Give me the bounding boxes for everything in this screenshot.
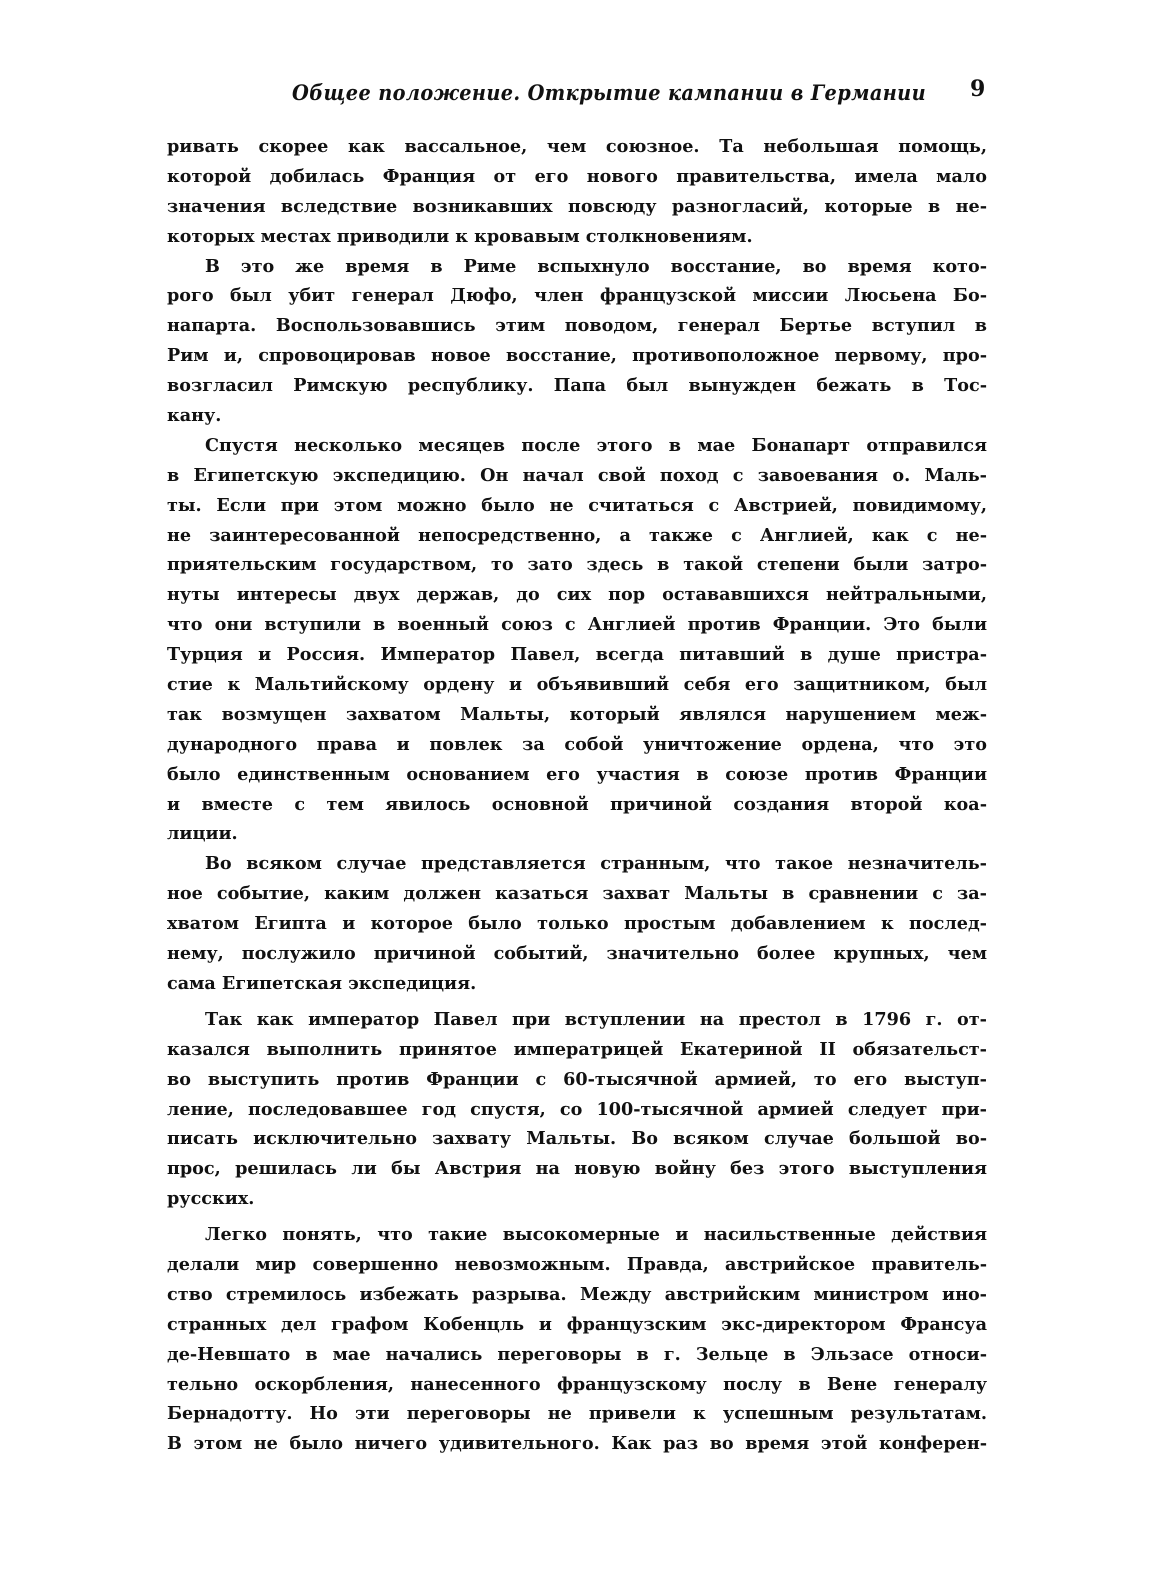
- text-line: де-Невшато в мае начались переговоры в г. Зельце в Эльзасе относи-: [167, 1343, 987, 1365]
- text-line: Легко понять, что такие высокомерные и насильственные действия: [205, 1224, 987, 1246]
- text-line: В этом не было ничего удивительного. Как раз во время этой конферен-: [167, 1433, 987, 1455]
- text-line: во выступить против Франции с 60-тысячной армией, то его выступ-: [167, 1068, 987, 1090]
- text-line: делали мир совершенно невозможным. Правда, австрийское правитель-: [167, 1253, 987, 1275]
- text-line: кану.: [167, 405, 222, 427]
- text-line: тельно оскорбления, нанесенного французскому послу в Вене генералу: [167, 1373, 987, 1395]
- text-line: так возмущен захватом Мальты, который являлся нарушением меж-: [167, 703, 987, 725]
- text-line: не заинтересованной непосредственно, а также с Англией, как с не-: [167, 524, 987, 546]
- text-line: ное событие, каким должен казаться захват Мальты в сравнении с за-: [167, 883, 987, 905]
- body-text: [167, 132, 987, 1459]
- text-line: сама Египетская экспедиция.: [167, 972, 477, 994]
- text-line: странных дел графом Кобенцль и французским экс-директором Франсуа: [167, 1313, 987, 1335]
- text-line: писать исключительно захвату Мальты. Во всяком случае большой во-: [167, 1128, 987, 1150]
- text-line: Спустя несколько месяцев после этого в мае Бонапарт отправился: [205, 434, 987, 456]
- text-line: нему, послужило причиной событий, значительно более крупных, чем: [167, 943, 987, 965]
- text-line: казался выполнить принятое императрицей Екатериной II обязательст-: [167, 1038, 987, 1060]
- text-line: которых местах приводили к кровавым столкновениям.: [167, 225, 753, 247]
- text-line: возгласил Римскую республику. Папа был вынужден бежать в Тос-: [167, 375, 987, 397]
- text-line: стие к Мальтийскому ордену и объявивший себя его защитником, был: [167, 674, 987, 696]
- text-line: хватом Египта и которое было только простым добавлением к послед-: [167, 913, 987, 935]
- text-line: ривать скорее как вассальное, чем союзное. Та небольшая помощь,: [167, 136, 987, 157]
- text-line: в Египетскую экспедицию. Он начал свой поход с завоевания о. Маль-: [167, 464, 987, 486]
- text-line: ты. Если при этом можно было не считаться с Австрией, повидимому,: [167, 494, 987, 516]
- text-line: Рим и, спровоцировав новое восстание, противоположное первому, про-: [167, 345, 987, 367]
- running-title: Общее положение. Открытие кампании в Германии: [292, 80, 926, 105]
- text-line: русских.: [167, 1188, 255, 1210]
- text-line: нуты интересы двух держав, до сих пор остававшихся нейтральными,: [167, 584, 987, 606]
- text-line: напарта. Воспользовавшись этим поводом, генерал Бертье вступил в: [167, 315, 987, 337]
- text-line: приятельским государством, то зато здесь в такой степени были затро-: [167, 554, 987, 576]
- text-line: было единственным основанием его участия в союзе против Франции: [167, 763, 987, 785]
- text-line: которой добилась Франция от его нового правительства, имела мало: [167, 165, 987, 187]
- text-line: и вместе с тем явилось основной причиной создания второй коа-: [167, 793, 987, 815]
- text-line: Бернадотту. Но эти переговоры не привели к успешным результатам.: [167, 1403, 987, 1425]
- text-line: рого был убит генерал Дюфо, член французской миссии Люсьена Бо-: [167, 285, 987, 307]
- text-line: ление, последовавшее год спустя, со 100-тысячной армией следует при-: [167, 1098, 987, 1120]
- text-line: Турция и Россия. Император Павел, всегда питавший в душе пристра-: [167, 644, 987, 666]
- text-line: Во всяком случае представляется странным, что такое незначитель-: [205, 853, 987, 875]
- text-line: лиции.: [167, 823, 238, 845]
- text-line: дународного права и повлек за собой уничтожение ордена, что это: [167, 733, 987, 755]
- text-line: значения вследствие возникавших повсюду разногласий, которые в не-: [167, 195, 987, 217]
- text-line: В это же время в Риме вспыхнуло восстание, во время кото-: [205, 255, 987, 277]
- page-number: 9: [970, 76, 986, 102]
- text-line: ство стремилось избежать разрыва. Между австрийским министром ино-: [167, 1283, 987, 1305]
- text-line: Так как император Павел при вступлении на престол в 1796 г. от-: [205, 1008, 987, 1030]
- text-line: прос, решилась ли бы Австрия на новую войну без этого выступления: [167, 1158, 987, 1180]
- text-line: что они вступили в военный союз с Англией против Франции. Это были: [167, 614, 987, 636]
